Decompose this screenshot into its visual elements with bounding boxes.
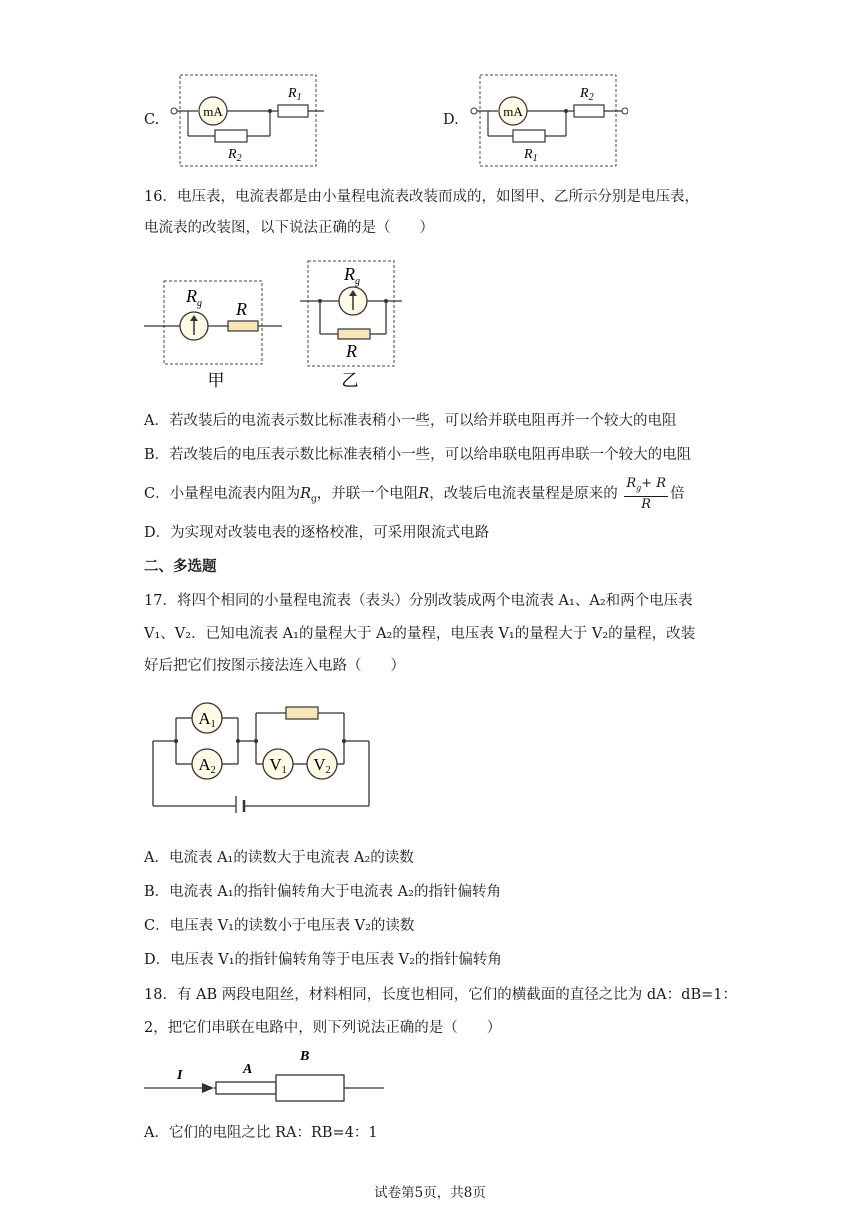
svg-text:mA: mA [503,104,523,119]
figure-yi-ammeter [300,258,402,390]
resistor-r2 [574,105,604,117]
caption-yi: 乙 [341,371,359,390]
svg-text:R: R [236,299,247,319]
q17-option-d: D．电压表 V₁的指针偏转角等于电压表 V₂的指针偏转角 [144,952,502,968]
svg-text:Rg: $R_g$ [186,286,202,309]
q18-option-a: A．它们的电阻之比 RA：RB=4：1 [144,1125,378,1141]
q17-option-a: A．电流表 A₁的读数大于电流表 A₂的读数 [144,850,414,866]
q17-stem-line1: 17．将四个相同的小量程电流表（表头）分别改装成两个电流表 A₁、A₂和两个电压表 [144,593,693,609]
q17-option-b: B．电流表 A₁的指针偏转角大于电流表 A₂的指针偏转角 [144,884,501,900]
svg-text:R: R [346,341,357,361]
q18-stem-line1: 18．有 AB 两段电阻丝，材料相同，长度也相同，它们的横截面的直径之比为 dA：dB=1： [144,987,737,1003]
svg-text:Rg: $R_g$ [344,264,360,287]
q18-stem-line2: 2，把它们串联在电路中，则下列说法正确的是（ ） [144,1020,502,1036]
q17-option-c: C．电压表 V₁的读数小于电压表 V₂的读数 [144,918,415,934]
svg-text:B: B [300,1049,310,1064]
figure-jia-voltmeter [144,270,286,392]
svg-text:V1: V1 [269,755,287,776]
svg-text:A2: A2 [198,755,216,776]
option-c-letter: C. [144,112,160,128]
svg-text:R1: $R_1$ [288,86,302,103]
svg-text:A: A [243,1062,253,1077]
resistor-r [338,329,370,339]
resistor-r2 [215,130,247,142]
q16-option-c: C．小量程电流表内阻为$R_g$，并联一个电阻R，改装后电流表量程是原来的 $\frac{R_g+ R}{R}$ 倍 [144,476,685,512]
range-multiplier-fraction: $\frac{R_g+ R}{R}$ [626,476,667,512]
q16-option-a: A．若改装后的电流表示数比标准表稍小一些，可以给并联电阻再并一个较大的电阻 [144,413,677,429]
resistor-r1 [278,105,308,117]
circuit-option-c [168,70,324,170]
circuit-option-d [468,70,628,170]
q16-stem-line2: 电流表的改装图，以下说法正确的是（ ） [144,220,434,236]
resistor [286,707,318,719]
figure-q18-wires [144,1046,389,1114]
svg-text:R2: $R_2$ [228,147,242,164]
q17-stem-line3: 好后把它们按图示接法连入电路（ ） [144,658,405,674]
section-heading: 二、多选题 [144,558,217,575]
current-arrow-icon [202,1083,214,1093]
figure-q17-circuit [148,693,378,813]
svg-text:R2: $R_2$ [580,86,594,103]
wire-segment-b [276,1075,344,1101]
svg-text:A1: A1 [198,709,216,730]
q17-stem-line2: V₁、V₂．已知电流表 A₁的量程大于 A₂的量程，电压表 V₁的量程大于 V₂的量程，改装 [144,626,696,642]
caption-jia: 甲 [207,371,225,390]
option-d-letter: D. [443,112,459,128]
svg-text:I: I [177,1068,183,1083]
q16-option-d: D．为实现对改装电表的逐格校准，可采用限流式电路 [144,525,490,541]
resistor-r [228,321,258,331]
q16-option-b: B．若改装后的电压表示数比标准表稍小一些，可以给串联电阻再串联一个较大的电阻 [144,447,692,463]
q16-stem-line1: 16．电压表，电流表都是由小量程电流表改装而成的，如图甲、乙所示分别是电压表， [144,189,699,205]
meter-label: mA [203,104,223,119]
svg-text:R1: $R_1$ [524,147,538,164]
svg-text:V2: V2 [313,755,331,776]
resistor-r1 [513,130,545,142]
wire-segment-a [216,1082,276,1094]
page-footer: 试卷第5页，共8页 [374,1185,486,1201]
